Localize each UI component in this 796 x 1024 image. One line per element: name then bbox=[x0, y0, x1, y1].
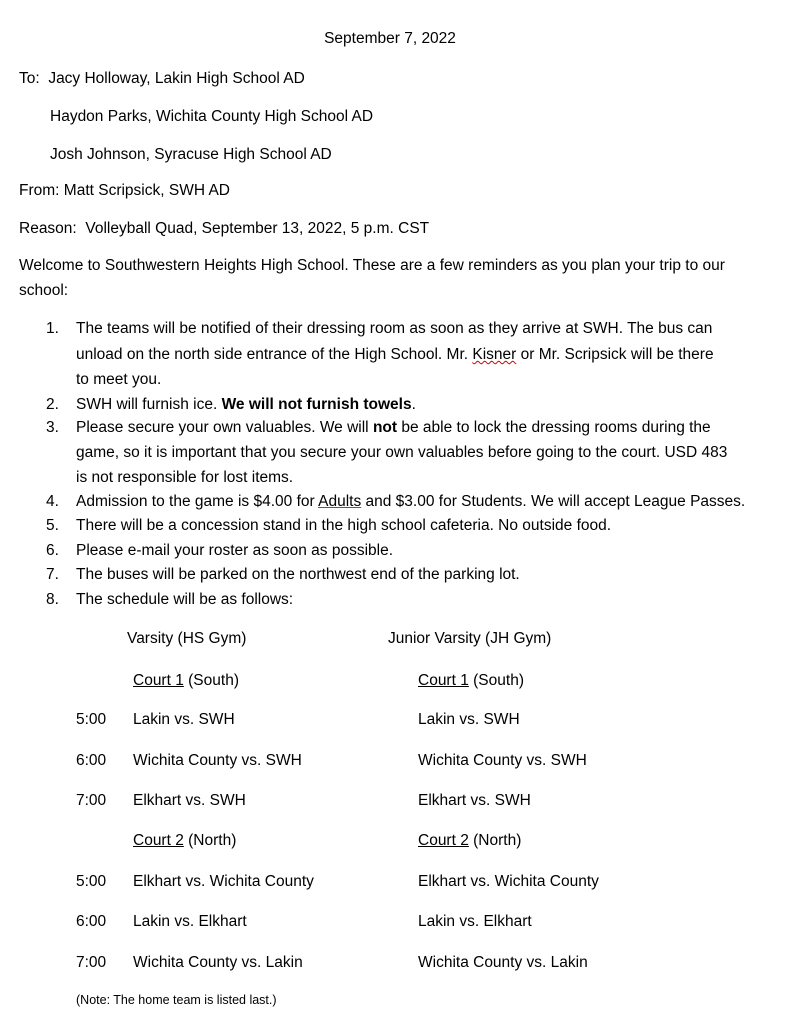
list-number: 7. bbox=[46, 566, 59, 583]
varsity-match: Elkhart vs. SWH bbox=[133, 792, 246, 809]
reason-label: Reason: bbox=[19, 220, 77, 237]
memo-date: September 7, 2022 bbox=[324, 30, 456, 47]
recipient-1: Jacy Holloway, Lakin High School AD bbox=[48, 70, 305, 87]
jv-match: Wichita County vs. Lakin bbox=[418, 954, 588, 971]
adults-word: Adults bbox=[318, 493, 362, 510]
time-cell: 6:00 bbox=[76, 752, 107, 769]
varsity-match: Wichita County vs. Lakin bbox=[133, 954, 303, 971]
intro-line-2: school: bbox=[19, 282, 69, 299]
list-number: 1. bbox=[46, 320, 59, 337]
list-number: 2. bbox=[46, 396, 59, 413]
recipient-2: Haydon Parks, Wichita County High School AD bbox=[50, 108, 374, 125]
jv-match: Lakin vs. Elkhart bbox=[418, 913, 532, 930]
list-number: 5. bbox=[46, 517, 59, 534]
to-label: To: bbox=[19, 70, 40, 87]
item-1-line-1: The teams will be notified of their dressing room as soon as they arrive at SWH. The bus can bbox=[76, 320, 713, 337]
varsity-match: Elkhart vs. Wichita County bbox=[133, 873, 314, 890]
time-cell: 5:00 bbox=[76, 711, 107, 728]
from-value: Matt Scripsick, SWH AD bbox=[63, 182, 230, 199]
time-cell: 7:00 bbox=[76, 954, 107, 971]
intro-line-1: Welcome to Southwestern Heights High School. These are a few reminders as you plan your trip to our bbox=[19, 257, 725, 274]
item-1-line-2: unload on the north side entrance of the High School. Mr. Kisner or Mr. Scripsick will be there bbox=[76, 346, 714, 363]
item-4-text: Admission to the game is $4.00 for Adults and $3.00 for Students. We will accept League Passes. bbox=[76, 493, 746, 510]
time-cell: 5:00 bbox=[76, 873, 107, 890]
from-line bbox=[19, 182, 230, 200]
recipient-3: Josh Johnson, Syracuse High School AD bbox=[50, 146, 332, 163]
from-label: From: bbox=[19, 182, 60, 199]
time-cell: 6:00 bbox=[76, 913, 107, 930]
list-number: 4. bbox=[46, 493, 59, 510]
reason-line bbox=[19, 220, 429, 238]
varsity-match: Lakin vs. Elkhart bbox=[133, 913, 247, 930]
jv-match: Lakin vs. SWH bbox=[418, 711, 520, 728]
jv-match: Elkhart vs. SWH bbox=[418, 792, 531, 809]
bold-towels: We will not furnish towels bbox=[221, 396, 412, 413]
list-number: 8. bbox=[46, 591, 59, 608]
home-team-note: (Note: The home team is listed last.) bbox=[76, 993, 277, 1007]
item-7-text: The buses will be parked on the northwest end of the parking lot. bbox=[76, 566, 520, 583]
varsity-court-2-heading: Court 2 (North) bbox=[133, 832, 237, 849]
list-number: 3. bbox=[46, 419, 59, 436]
item-8-text: The schedule will be as follows: bbox=[76, 591, 294, 608]
item-2-text: SWH will furnish ice. We will not furnish towels. bbox=[76, 396, 416, 413]
list-number: 6. bbox=[46, 542, 59, 559]
jv-court-2-heading: Court 2 (North) bbox=[418, 832, 522, 849]
reason-value: Volleyball Quad, September 13, 2022, 5 p.m. CST bbox=[85, 220, 430, 237]
varsity-court-1-heading: Court 1 (South) bbox=[133, 672, 239, 689]
jv-header: Junior Varsity (JH Gym) bbox=[388, 630, 552, 647]
item-1-line-3: to meet you. bbox=[76, 371, 162, 388]
jv-match: Elkhart vs. Wichita County bbox=[418, 873, 599, 890]
to-line bbox=[19, 70, 305, 88]
item-3-line-2: game, so it is important that you secure your own valuables before going to the court. USD 483 bbox=[76, 444, 728, 461]
jv-court-1-heading: Court 1 (South) bbox=[418, 672, 524, 689]
item-3-line-1: Please secure your own valuables. We will not be able to lock the dressing rooms during the bbox=[76, 419, 711, 436]
varsity-match: Wichita County vs. SWH bbox=[133, 752, 302, 769]
item-3-line-3: is not responsible for lost items. bbox=[76, 469, 294, 486]
item-6-text: Please e-mail your roster as soon as possible. bbox=[76, 542, 394, 559]
varsity-match: Lakin vs. SWH bbox=[133, 711, 235, 728]
bold-not: not bbox=[372, 419, 398, 436]
varsity-header: Varsity (HS Gym) bbox=[127, 630, 247, 647]
time-cell: 7:00 bbox=[76, 792, 107, 809]
misspelled-word: Kisner bbox=[472, 346, 517, 363]
jv-match: Wichita County vs. SWH bbox=[418, 752, 587, 769]
item-5-text: There will be a concession stand in the high school cafeteria. No outside food. bbox=[76, 517, 612, 534]
